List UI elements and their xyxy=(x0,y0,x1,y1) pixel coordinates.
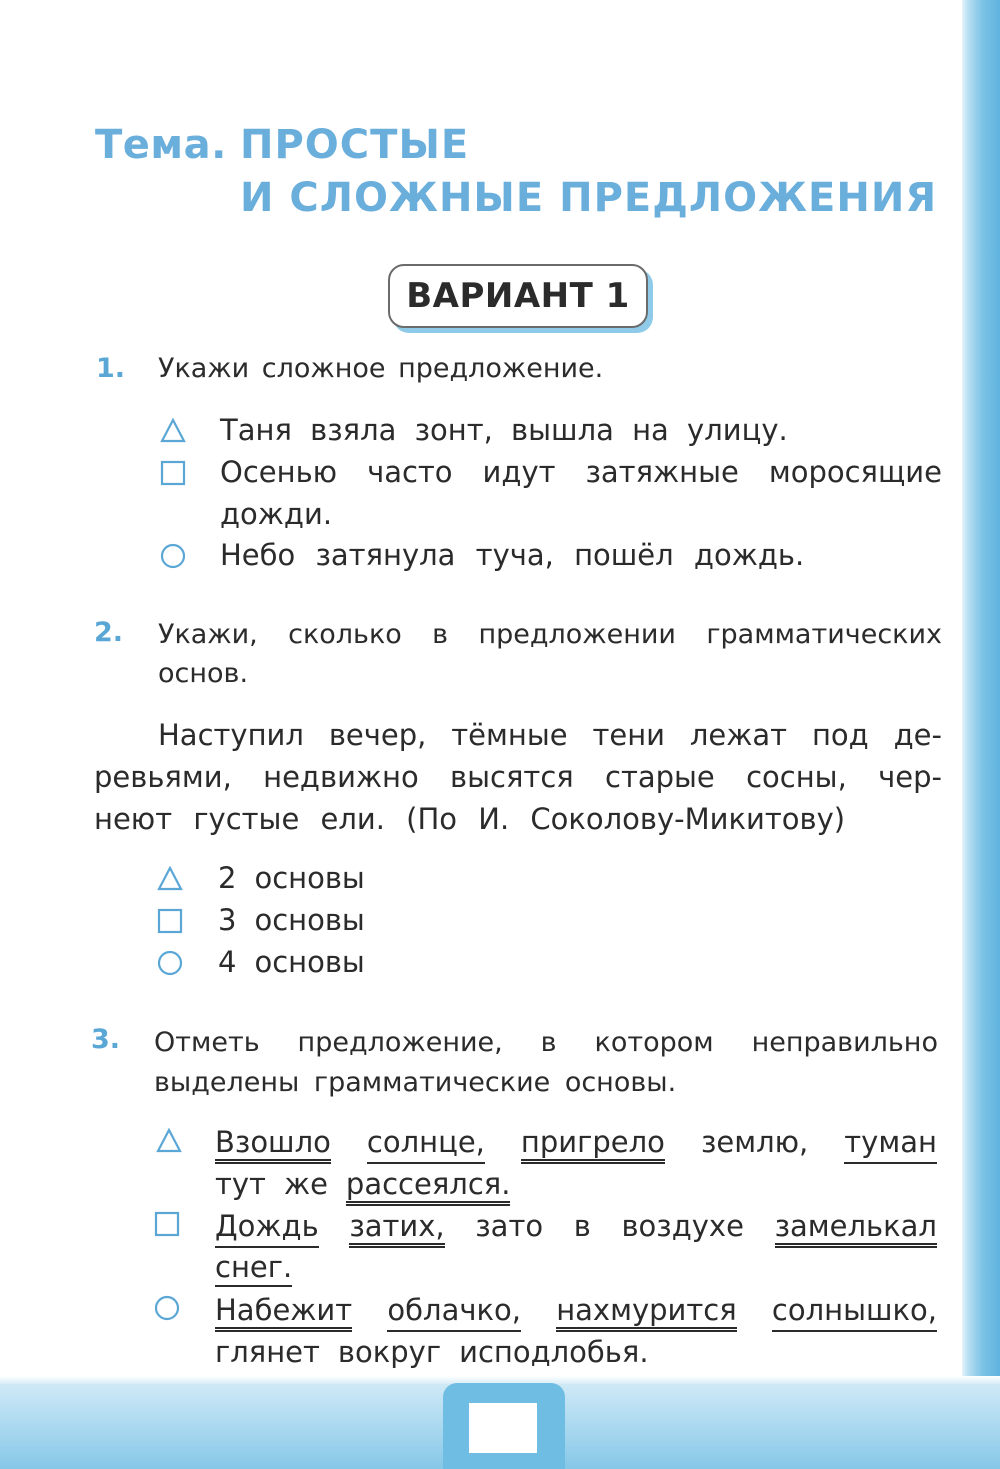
q3b-word-2: затих, xyxy=(349,1209,444,1248)
q1-option-b-line1 xyxy=(220,455,942,489)
triangle-icon[interactable] xyxy=(156,1128,182,1154)
q3-option-a-line2 xyxy=(215,1167,510,1201)
q2-text-line1-word: Наступил xyxy=(158,718,304,752)
q2-option-b-label: основы xyxy=(254,903,365,937)
question-2-prompt-line1-word: предложении xyxy=(478,619,676,650)
triangle-icon[interactable] xyxy=(157,866,183,892)
q3b-word-1: Дождь xyxy=(215,1209,319,1248)
q3-option-c-line1 xyxy=(215,1293,937,1332)
q2-option-b xyxy=(218,903,365,937)
square-icon[interactable] xyxy=(157,908,183,934)
q1-option-b-line1-word: моросящие xyxy=(768,455,942,489)
circle-icon[interactable] xyxy=(154,1295,180,1321)
q3a-word-5: туман xyxy=(844,1125,937,1164)
circle-icon[interactable] xyxy=(157,950,183,976)
q3c-word-4: солнышко, xyxy=(772,1293,937,1332)
q2-option-c-number: 4 xyxy=(218,945,237,979)
question-3-prompt-line1-word: Отметь xyxy=(154,1027,260,1058)
q3c-word-1: Набежит xyxy=(215,1293,352,1332)
question-3-prompt-line1-word: неправильно xyxy=(751,1027,938,1058)
q3a-word-1: Взошло xyxy=(215,1125,331,1164)
q1-option-a-text: Таня взяла зонт, вышла на улицу. xyxy=(220,413,788,447)
question-2-prompt-line1-word: грамматических xyxy=(706,619,942,650)
q2-text-line1-word: тёмные xyxy=(451,718,568,752)
q2-option-c xyxy=(218,945,365,979)
q2-text-line2 xyxy=(94,760,942,794)
q3a-word-2: солнце, xyxy=(367,1125,485,1164)
q3b-word-6: замелькал xyxy=(775,1209,937,1248)
q3a-word-4: землю, xyxy=(700,1125,809,1159)
question-2-prompt-line1-word: сколько xyxy=(288,619,402,650)
question-2-prompt-line1-word: Укажи, xyxy=(158,619,258,650)
question-3-prompt-line1 xyxy=(154,1027,938,1058)
q3-option-c-line2 xyxy=(215,1335,649,1369)
question-3-prompt-line1-word: предложение, xyxy=(297,1027,503,1058)
q2-text-line2-word: сосны, xyxy=(746,760,847,794)
square-icon[interactable] xyxy=(160,460,186,486)
q3b-word-4: в xyxy=(573,1209,591,1243)
question-3-prompt-line1-word: в xyxy=(540,1027,557,1058)
q3c-word-3: нахмурится xyxy=(556,1293,736,1332)
topic-title-line2: И СЛОЖНЫЕ ПРЕДЛОЖЕНИЯ xyxy=(240,175,938,221)
q2-option-b-number: 3 xyxy=(218,903,237,937)
q1-option-b-line1-word: Осенью xyxy=(220,455,338,489)
q1-option-b-line1-word: затяжные xyxy=(585,455,739,489)
q1-option-b-line1-word: идут xyxy=(482,455,556,489)
q2-text-line1-word: вечер, xyxy=(328,718,427,752)
q2-text-line2-word: ревьями, xyxy=(94,760,232,794)
q3b-word-3: зато xyxy=(475,1209,544,1243)
square-icon[interactable] xyxy=(154,1211,180,1237)
q2-option-c-label: основы xyxy=(254,945,365,979)
q3a-word-7: же xyxy=(283,1167,328,1201)
question-2-number: 2. xyxy=(94,617,124,648)
q3-option-b-line1 xyxy=(215,1209,937,1248)
q2-text-line2-word: чер- xyxy=(878,760,942,794)
q3-option-b-line2 xyxy=(215,1250,292,1284)
q3c-word-7: исподлобья. xyxy=(459,1335,649,1369)
q3a-word-8: рассеялся. xyxy=(346,1167,511,1206)
question-1-prompt: Укажи сложное предложение. xyxy=(158,353,604,384)
q2-text-line1 xyxy=(158,718,942,752)
q2-text-line1-word: тени xyxy=(592,718,665,752)
q2-text-line1-word: де- xyxy=(893,718,942,752)
q3c-word-6: вокруг xyxy=(337,1335,442,1369)
page-number-box xyxy=(469,1403,537,1453)
question-2-prompt-line2: основ. xyxy=(158,658,249,689)
q1-option-b-line1-word: часто xyxy=(367,455,453,489)
question-2-prompt-line1 xyxy=(158,619,942,650)
question-2-prompt-line1-word: в xyxy=(432,619,449,650)
right-decorative-border xyxy=(968,0,1000,1469)
q3a-word-3: пригрело xyxy=(521,1125,665,1164)
q2-text-line2-word: высятся xyxy=(450,760,574,794)
q2-text-line1-word: лежат xyxy=(689,718,788,752)
q1-option-b-line2: дожди. xyxy=(220,497,333,531)
q3b-word-7: снег. xyxy=(215,1250,292,1287)
q2-text-line3: неют густые ели. (По И. Соколову-Микитову) xyxy=(94,802,846,836)
topic-label: Тема. xyxy=(95,122,227,168)
circle-icon[interactable] xyxy=(160,543,186,569)
variant-badge: ВАРИАНТ 1 xyxy=(388,264,648,328)
q3a-word-6: тут xyxy=(215,1167,266,1201)
q2-text-line2-word: старые xyxy=(605,760,715,794)
q3b-word-5: воздухе xyxy=(621,1209,744,1243)
question-1-number: 1. xyxy=(96,353,126,384)
q2-text-line2-word: недвижно xyxy=(263,760,419,794)
q2-option-a-label: основы xyxy=(254,861,365,895)
q1-option-c-text: Небо затянула туча, пошёл дождь. xyxy=(220,538,805,572)
question-3-prompt-line2: выделены грамматические основы. xyxy=(154,1067,677,1098)
topic-title-line1: ПРОСТЫЕ xyxy=(240,122,470,168)
q2-option-a-number: 2 xyxy=(218,861,237,895)
q2-option-a xyxy=(218,861,365,895)
q3-option-a-line1 xyxy=(215,1125,937,1164)
question-3-prompt-line1-word: котором xyxy=(594,1027,714,1058)
triangle-icon[interactable] xyxy=(160,418,186,444)
q3c-word-5: глянет xyxy=(215,1335,320,1369)
question-3-number: 3. xyxy=(91,1024,121,1055)
q3c-word-2: облачко, xyxy=(387,1293,521,1332)
q2-text-line1-word: под xyxy=(811,718,869,752)
